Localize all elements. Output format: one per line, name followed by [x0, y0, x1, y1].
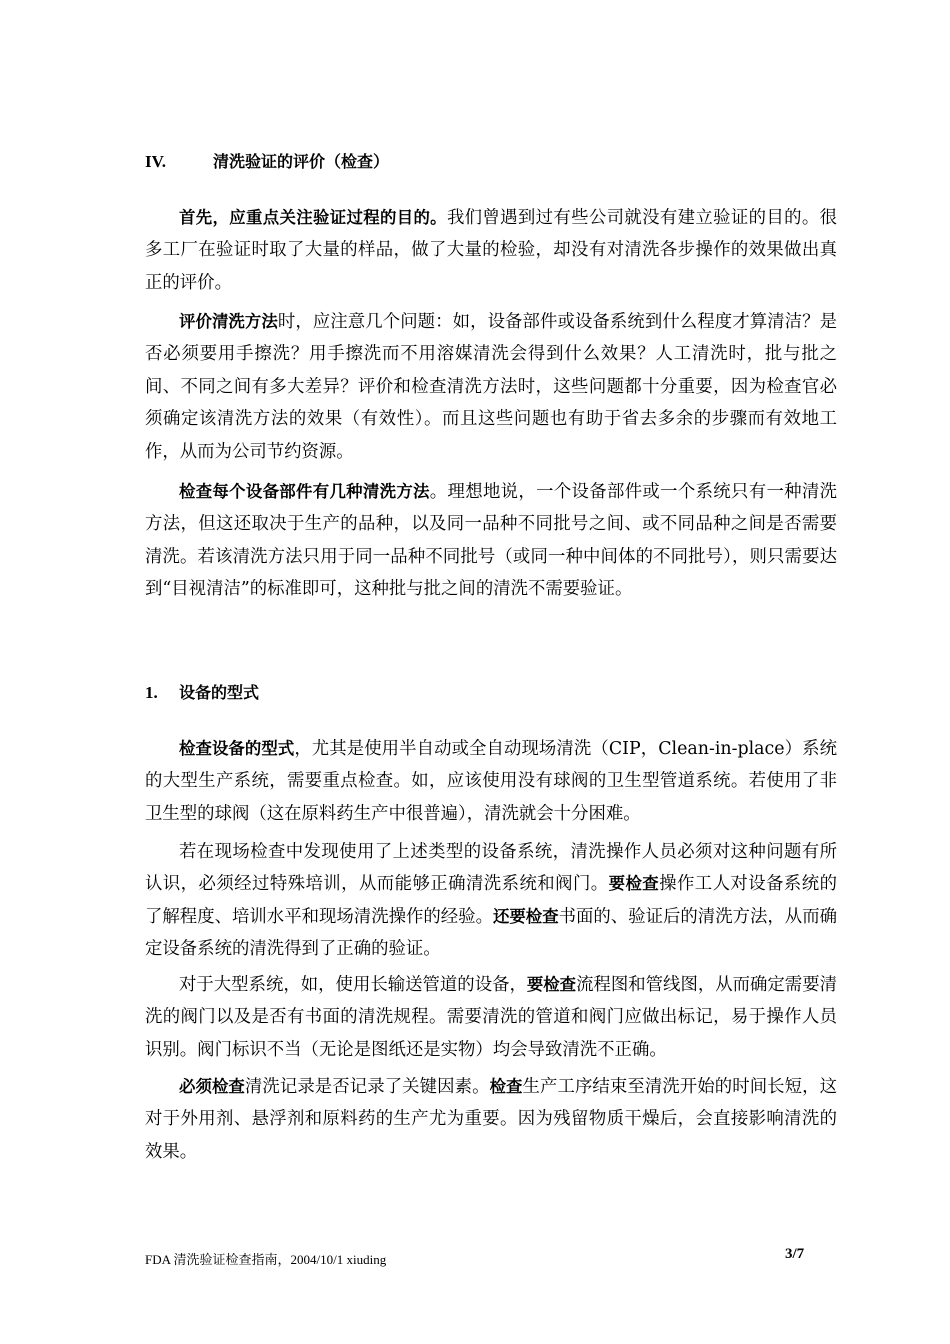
- body-text: 时，应注意几个问题：如，设备部件或设备系统到什么程度才算清洁？是否必须要用手擦洗？用手擦洗而不用溶媒清洗会得到什么效果？人工清洗时，批与批之间、不同之间有多大差异？评价和检查清洗方法时，这些问题都十分重要，因为检查官必须确定该清洗方法的效果（有效性）。而且这些问题也有助于省去多余的步骤而有效地工作，从而为公司节约资源。: [145, 312, 837, 462]
- emphasis-text: 必须检查: [179, 1077, 245, 1096]
- emphasis-text: 要检查: [526, 975, 577, 994]
- subsection-heading: [145, 681, 259, 705]
- section-heading: [145, 150, 389, 174]
- paragraph-training: [145, 836, 837, 966]
- body-text: ，尤其是使用半自动或全自动现场清洗（CIP，Clean-in-place）系统的大型生产系统，需要重点检查。如，应该使用没有球阀的卫生型管道系统。若使用了非卫生型的球阀（这在原料药生产中很普遍），清洗就会十分困难。: [145, 739, 838, 824]
- paragraph-purpose: [145, 202, 837, 299]
- body-text: 对于大型系统，如，使用长输送管道的设备，: [179, 975, 527, 995]
- emphasis-text: 要检查: [608, 874, 660, 894]
- page-number: 3/7: [785, 1246, 805, 1262]
- emphasis-text: 首先，应重点关注验证过程的目的。: [179, 208, 447, 227]
- body-text: 流程图和管线图，从而确定需要清洗的阀门以及是否有书面的清洗规程。需要清洗的管道和阀门应做出标记，易于操作人员识别。阀门标识不当（无论是图纸还是实物）均会导致清洗不正确。: [145, 975, 837, 1060]
- subsection-number: 1.: [145, 683, 158, 702]
- subsection-title: 设备的型式: [179, 683, 260, 702]
- body-text: 生产工序结束至清洗开始的时间长短，这对于外用剂、悬浮剂和原料药的生产尤为重要。因为残留物质干燥后，会直接影响清洗的效果。: [145, 1077, 837, 1162]
- body-text: 我们曾遇到过有些公司就没有建立验证的目的。很多工厂在验证时取了大量的样品，做了大量的检验，却没有对清洗各步操作的效果做出真正的评价。: [145, 208, 837, 293]
- emphasis-text: 检查设备的型式: [179, 739, 295, 758]
- body-text: 若在现场检查中发现使用了上述类型的设备系统，清洗操作人员必须对这种问题有所认识，必须经过特殊培训，从而能够正确清洗系统和阀门。: [145, 842, 837, 895]
- emphasis-text: 检查: [489, 1077, 523, 1096]
- footer-source: FDA 清洗验证检查指南，2004/10/1 xiuding: [145, 1252, 387, 1267]
- emphasis-text: 检查每个设备部件有几种清洗方法: [179, 482, 430, 501]
- paragraph-large-systems: [145, 969, 837, 1066]
- body-text: 操作工人对设备系统的了解程度、培训水平和现场清洗操作的经验。: [145, 874, 837, 927]
- paragraph-equipment-type: [145, 733, 837, 830]
- body-text: 。理想地说，一个设备部件或一个系统只有一种清洗方法，但这还取决于生产的品种，以及同一品种不同批号之间、或不同品种之间是否需要清洗。若该清洗方法只用于同一品种不同批号（或同一种中间体的不同批号），则只需要达到“目视清洁”的标准即可，这种批与批之间的清洗不需要验证。: [145, 482, 837, 600]
- body-text: 书面的、验证后的清洗方法，从而确定设备系统的清洗得到了正确的验证。: [145, 906, 837, 960]
- paragraph-methods-per-part: [145, 476, 837, 606]
- emphasis-text: 还要检查: [493, 906, 559, 926]
- emphasis-text: 评价清洗方法: [179, 312, 278, 331]
- section-title: 清洗验证的评价（检查）: [213, 152, 390, 171]
- paragraph-cleaning-records: [145, 1071, 837, 1168]
- section-number: IV.: [145, 152, 166, 171]
- paragraph-evaluate-method: [145, 306, 837, 468]
- body-text: 清洗记录是否记录了关键因素。: [244, 1077, 490, 1097]
